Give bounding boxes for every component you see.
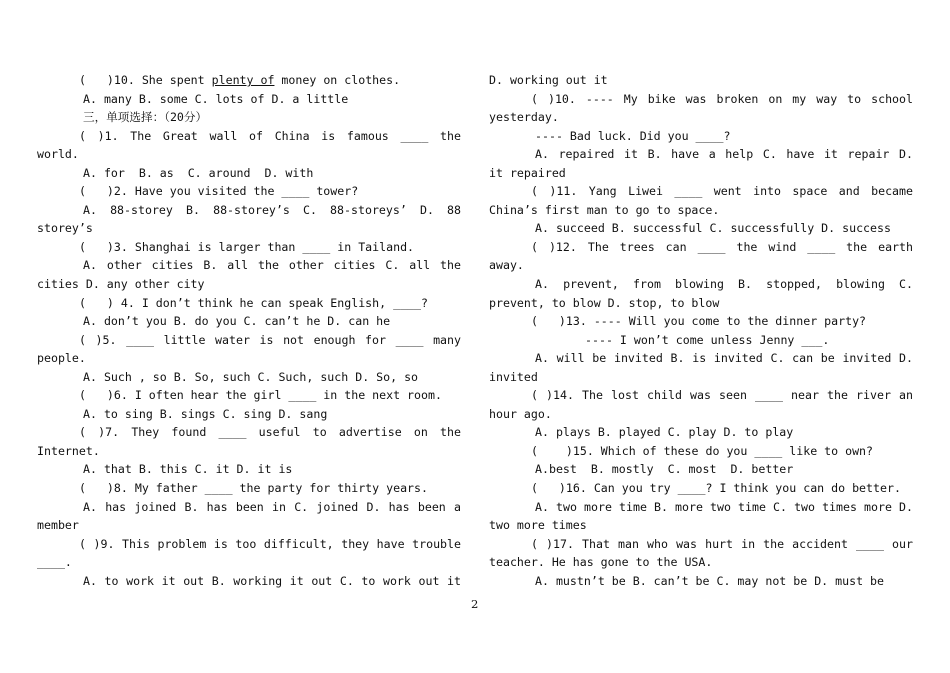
question-13-reply: ---- I won’t come unless Jenny ___. [585, 332, 830, 347]
question-6-stem: ( )6. I often hear the girl ____ in the next room. [79, 388, 442, 403]
question-3-options: A. other cities B. all the other cities C. all the [83, 258, 461, 273]
question-12-options-cont: prevent, to blow D. stop, to blow [489, 295, 720, 310]
question-4-options: A. don’t you B. do you C. can’t he D. can he [83, 314, 391, 329]
question-16-options-cont: two more times [489, 518, 587, 533]
question-16-options: A. two more time B. more two time C. two times more D. [535, 499, 913, 514]
question-11-options: A. succeed B. successful C. successfully D. success [535, 221, 891, 236]
question-15-stem: ( )15. Which of these do you ____ like to own? [531, 443, 874, 458]
question-8-stem: ( )8. My father ____ the party for thirty years. [79, 481, 429, 496]
question-10b-stem-cont: yesterday. [489, 110, 559, 125]
question-8-options-cont: member [37, 518, 79, 533]
question-12-stem: ( )12. The trees can ____ the wind ____ the earth [531, 239, 913, 254]
question-6-options: A. to sing B. sings C. sing D. sang [83, 406, 328, 421]
question-12-options: A. prevent, from blowing B. stopped, blowing C. [535, 277, 913, 292]
question-12-stem-cont: away. [489, 258, 524, 273]
question-17-options: A. mustn’t be B. can’t be C. may not be D. must be [535, 573, 885, 588]
question-5-options: A. Such , so B. So, such C. Such, such D. So, so [83, 369, 419, 384]
question-9-options-cont: D. working out it [489, 73, 608, 87]
question-7-options: A. that B. this C. it D. it is [83, 462, 293, 477]
question-5-stem-cont: people. [37, 351, 86, 366]
question-3-options-cont: cities D. any other city [37, 277, 205, 292]
question-4-stem: ( ) 4. I don’t think he can speak English, ____? [79, 295, 429, 310]
question-11-stem-cont: China’s first man to go to space. [489, 202, 720, 217]
right-column [489, 71, 913, 590]
question-3-stem: ( )3. Shanghai is larger than ____ in Tailand. [79, 239, 415, 254]
question-1-stem: ( )1. The Great wall of China is famous ____ the [79, 128, 461, 143]
question-10b-stem: ( )10. ---- My bike was broken on my way to school [531, 91, 913, 106]
question-9-options: A. to work it out B. working it out C. to work out it [83, 573, 461, 588]
question-2-options-cont: storey’s [37, 221, 93, 236]
question-1-stem-cont: world. [37, 147, 79, 162]
question-17-stem-cont: teacher. He has gone to the USA. [489, 555, 713, 570]
left-column [37, 71, 461, 590]
question-11-stem: ( )11. Yang Liwei ____ went into space and became [531, 184, 913, 199]
question-13-options-cont: invited [489, 369, 538, 384]
question-10b-options-cont: it repaired [489, 165, 566, 180]
question-14-stem-cont: hour ago. [489, 406, 552, 421]
question-9-stem: ( )9. This problem is too difficult, they have trouble [79, 536, 461, 551]
question-9-stem-cont: ____. [37, 555, 72, 570]
question-14-stem: ( )14. The lost child was seen ____ near the river an [531, 388, 913, 403]
question-15-options: A.best B. mostly C. most D. better [535, 462, 794, 477]
question-13-options: A. will be invited B. is invited C. can be invited D. [535, 351, 913, 366]
question-5-stem: ( )5. ____ little water is not enough for ____ many [79, 332, 461, 347]
question-7-stem: ( )7. They found ____ useful to advertise on the [79, 425, 461, 440]
question-13-stem: ( )13. ---- Will you come to the dinner party? [531, 314, 867, 329]
underlined-phrase: plenty of [211, 73, 275, 87]
question-10-options: A. many B. some C. lots of D. a little [83, 91, 349, 106]
question-16-stem: ( )16. Can you try ____? I think you can do better. [531, 481, 901, 496]
question-14-options: A. plays B. played C. play D. to play [535, 425, 794, 440]
question-7-stem-cont: Internet. [37, 443, 100, 458]
question-2-options: A. 88-storey B. 88-storey’s C. 88-storeys’ D. 88 [83, 202, 461, 217]
question-10b-reply: ---- Bad luck. Did you ____? [535, 128, 731, 143]
question-17-stem: ( )17. That man who was hurt in the accident ____ our [531, 536, 913, 551]
question-8-options: A. has joined B. has been in C. joined D. has been a [83, 499, 461, 514]
question-10b-options: A. repaired it B. have a help C. have it repair D. [535, 147, 913, 162]
question-1-options: A. for B. as C. around D. with [83, 165, 314, 180]
question-10-stem: ( )10. She spent plenty of money on clothes. [79, 73, 401, 87]
page-number: 2 [471, 597, 479, 611]
section-title: 三，单项选择：（20分） [83, 110, 208, 125]
question-2-stem: ( )2. Have you visited the ____ tower? [79, 184, 359, 199]
